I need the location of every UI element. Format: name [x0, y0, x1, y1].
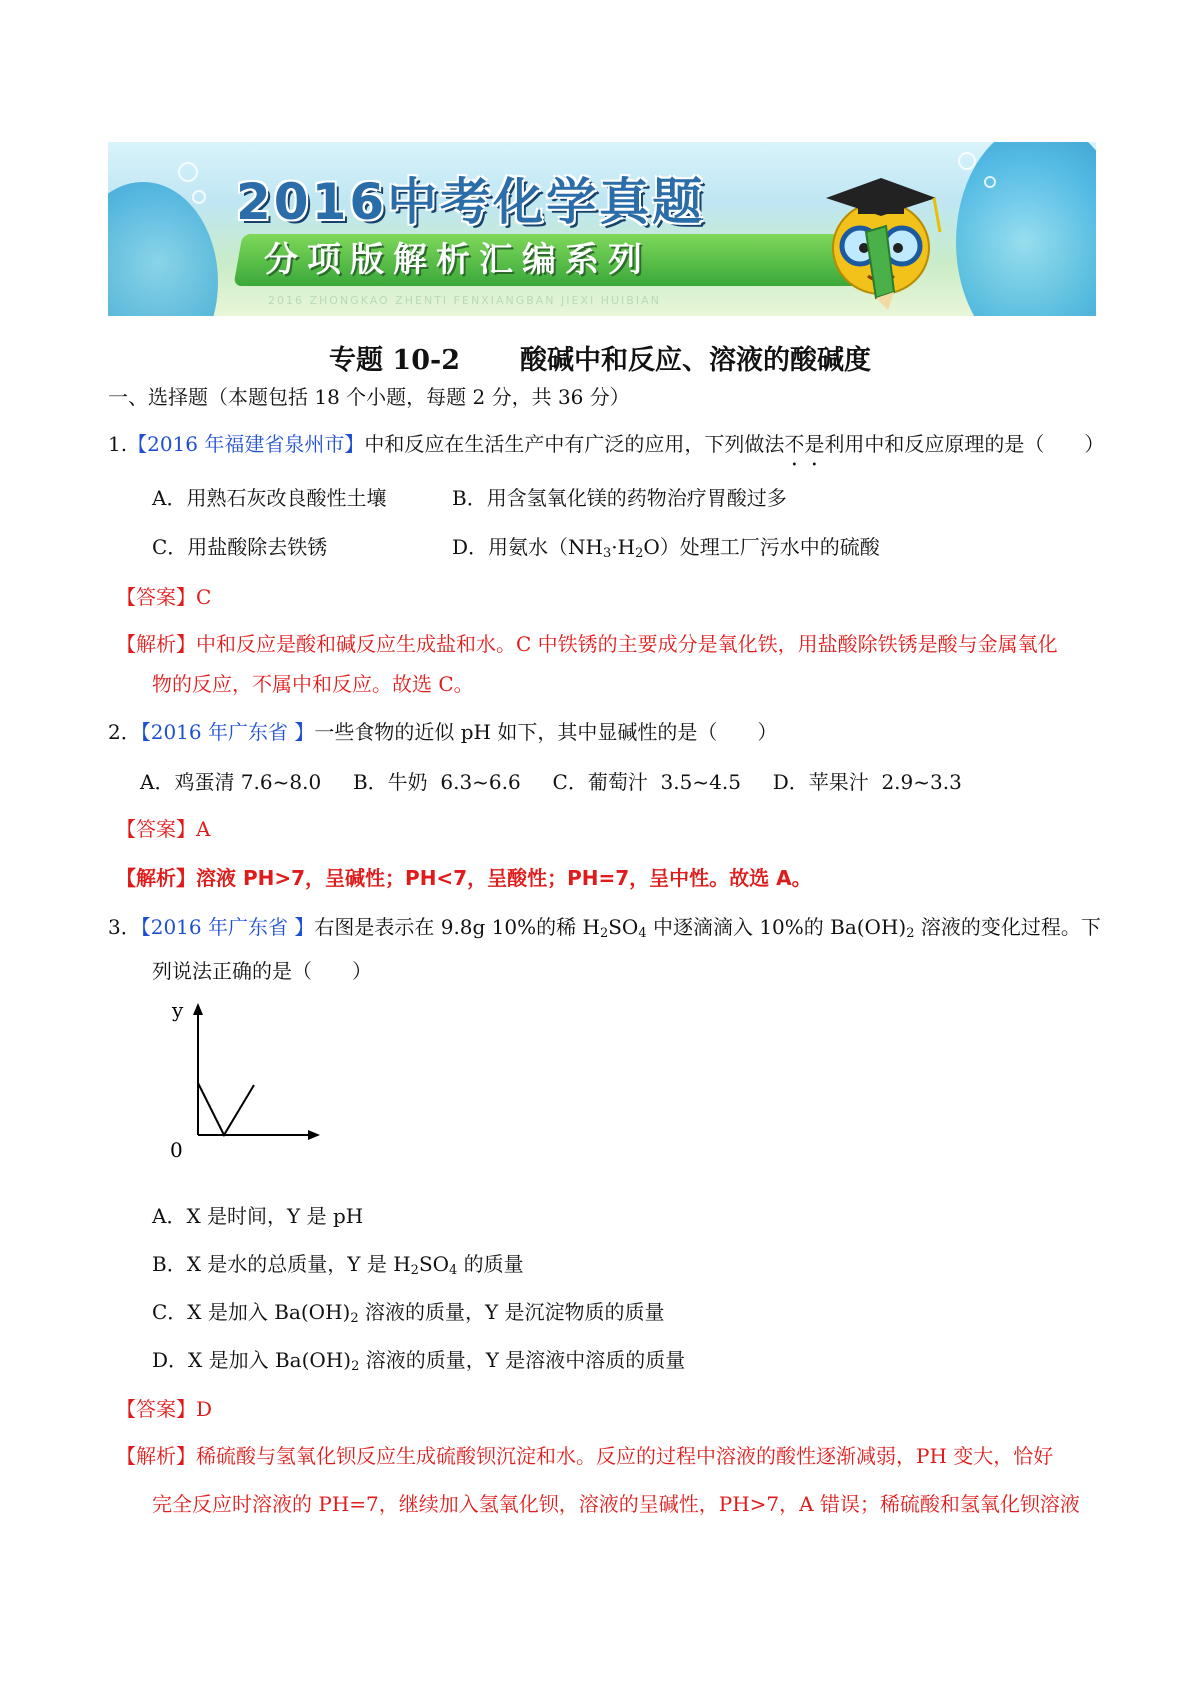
banner-pinyin: 2016 ZHONGKAO ZHENTI FENXIANGBAN JIEXI HUIBIAN [268, 294, 661, 307]
stem-text: 中和反应在生活生产中有广泛的应用，下列做法 [364, 432, 785, 456]
stem-text: ） [757, 720, 778, 744]
option-text: SO [418, 1252, 450, 1276]
graph-curve [198, 1083, 254, 1135]
pencil-icon [858, 222, 898, 312]
q3-option-d [152, 1346, 685, 1381]
question-number: 3． [108, 915, 141, 939]
analysis-label: 【解析】 [116, 1444, 196, 1468]
q1-analysis-line-1 [116, 630, 1058, 658]
analysis-text: 溶液 PH>7，呈碱性；PH<7，呈酸性；PH=7，呈中性。故选 A。 [196, 866, 812, 890]
section-header: 一、选择题（本题包括 18 个小题，每题 2 分，共 36 分） [108, 385, 630, 409]
q3-answer: 【答案】D [116, 1397, 213, 1421]
question-number: 1. [108, 432, 128, 456]
q1-option-c: C．用盐酸除去铁锈 [152, 535, 328, 559]
subscript: 2 [906, 926, 915, 941]
stem-text: 利用中和反应原理的是（ [824, 432, 1045, 456]
topic-name: 酸碱中和反应、溶液的酸碱度 [519, 345, 871, 376]
option-text: C．X 是加入 Ba(OH) [152, 1300, 351, 1324]
q2-analysis [116, 864, 812, 892]
bubble-icon [958, 152, 976, 170]
question-number: 2． [108, 720, 141, 744]
analysis-text: 稀硫酸与氢氧化钡反应生成硫酸钡沉淀和水。反应的过程中溶液的酸性逐渐减弱，PH 变大，恰好 [196, 1444, 1054, 1468]
subscript: 2 [635, 546, 644, 561]
option-text: O）处理工厂污水中的硫酸 [643, 535, 880, 559]
option-text: 溶液的质量，Y 是沉淀物质的质量 [358, 1300, 665, 1324]
header-banner [108, 142, 1096, 316]
q1-answer: 【答案】C [116, 585, 212, 609]
question-1-stem [108, 430, 1104, 458]
q3-option-c [152, 1298, 665, 1333]
graph-origin-label: 0 [170, 1138, 183, 1160]
q2-options: A．鸡蛋清 7.6~8.0 B．牛奶 6.3~6.6 C．葡萄汁 3.5~4.5 D．苹果汁 2.9~3.3 [140, 770, 962, 794]
stem-text: ） [352, 959, 372, 983]
analysis-text: 中和反应是酸和碱反应生成盐和水。C 中铁锈的主要成分是氧化铁，用盐酸除铁锈是酸与金属氧化 [196, 632, 1058, 656]
subscript: 2 [350, 1311, 359, 1326]
q3-option-a: A．X 是时间，Y 是 pH [152, 1204, 364, 1228]
question-source: 【2016 年广东省 】 [140, 720, 315, 744]
x-axis-arrow-icon [308, 1130, 320, 1140]
stem-text: ） [1084, 432, 1105, 456]
q1-analysis-line-2: 物的反应，不属中和反应。故选 C。 [152, 672, 474, 696]
subscript: 2 [410, 1263, 419, 1278]
question-source: 【2016 年广东省 】 [140, 915, 315, 939]
topic-title [0, 338, 1200, 377]
graph-y-label: y [172, 998, 184, 1022]
subscript: 2 [351, 1359, 360, 1374]
stem-text: 溶液的变化过程。下 [914, 915, 1101, 939]
q1-option-a: A．用熟石灰改良酸性土壤 [152, 486, 387, 510]
q3-analysis-line-2: 完全反应时溶液的 PH=7，继续加入氢氧化钡，溶液的呈碱性，PH>7，A 错误；稀硫酸和氢氧化钡溶液 [152, 1492, 1080, 1516]
stem-text: SO [608, 915, 639, 939]
question-3-stem-line-1 [108, 913, 1101, 948]
q3-analysis-line-1 [116, 1442, 1053, 1470]
option-text: 的质量 [457, 1252, 524, 1276]
emphasis-text: 是 [804, 432, 825, 456]
bubble-icon [192, 190, 206, 204]
question-2-stem [108, 718, 777, 746]
question-3-stem-line-2 [152, 957, 372, 985]
y-axis-arrow-icon [193, 1003, 203, 1015]
banner-subtitle: 分项版解析汇编系列 [264, 240, 651, 280]
emphasis-text: 不 [784, 432, 805, 456]
option-text: B．X 是水的总质量，Y 是 H [152, 1252, 411, 1276]
topic-label: 专题 10-2 [329, 345, 460, 376]
q2-answer: 【答案】A [116, 817, 211, 841]
subscript: 2 [599, 926, 609, 941]
analysis-label: 【解析】 [116, 632, 196, 656]
stem-text: 一些食物的近似 pH 如下，其中显碱性的是（ [314, 720, 718, 744]
bubble-icon [984, 176, 996, 188]
subscript: 4 [638, 926, 647, 941]
option-text: D．用氨水（NH [452, 535, 603, 559]
question-source: 【2016 年福建省泉州市】 [127, 432, 365, 456]
q1-option-d [452, 533, 880, 568]
stem-text: 列说法正确的是（ [152, 959, 312, 983]
bubble-icon [178, 162, 198, 182]
q1-option-b: B．用含氢氧化镁的药物治疗胃酸过多 [452, 486, 787, 510]
option-text: ·H [611, 535, 636, 559]
stem-text: 右图是表示在 9.8g 10%的稀 H [314, 915, 600, 939]
q3-option-b [152, 1250, 524, 1285]
analysis-label: 【解析】 [116, 866, 196, 890]
stem-text: 中逐滴滴入 10%的 Ba(OH) [646, 915, 907, 939]
water-splash-right [956, 142, 1096, 316]
subscript: 4 [449, 1263, 458, 1278]
question-3-graph [160, 995, 330, 1160]
option-text: 溶液的质量，Y 是溶液中溶质的质量 [359, 1348, 686, 1372]
subscript: 3 [602, 546, 612, 561]
option-text: D．X 是加入 Ba(OH) [152, 1348, 352, 1372]
banner-title: 2016中考化学真题 [236, 173, 706, 231]
banner-subtitle-ribbon [233, 234, 882, 286]
